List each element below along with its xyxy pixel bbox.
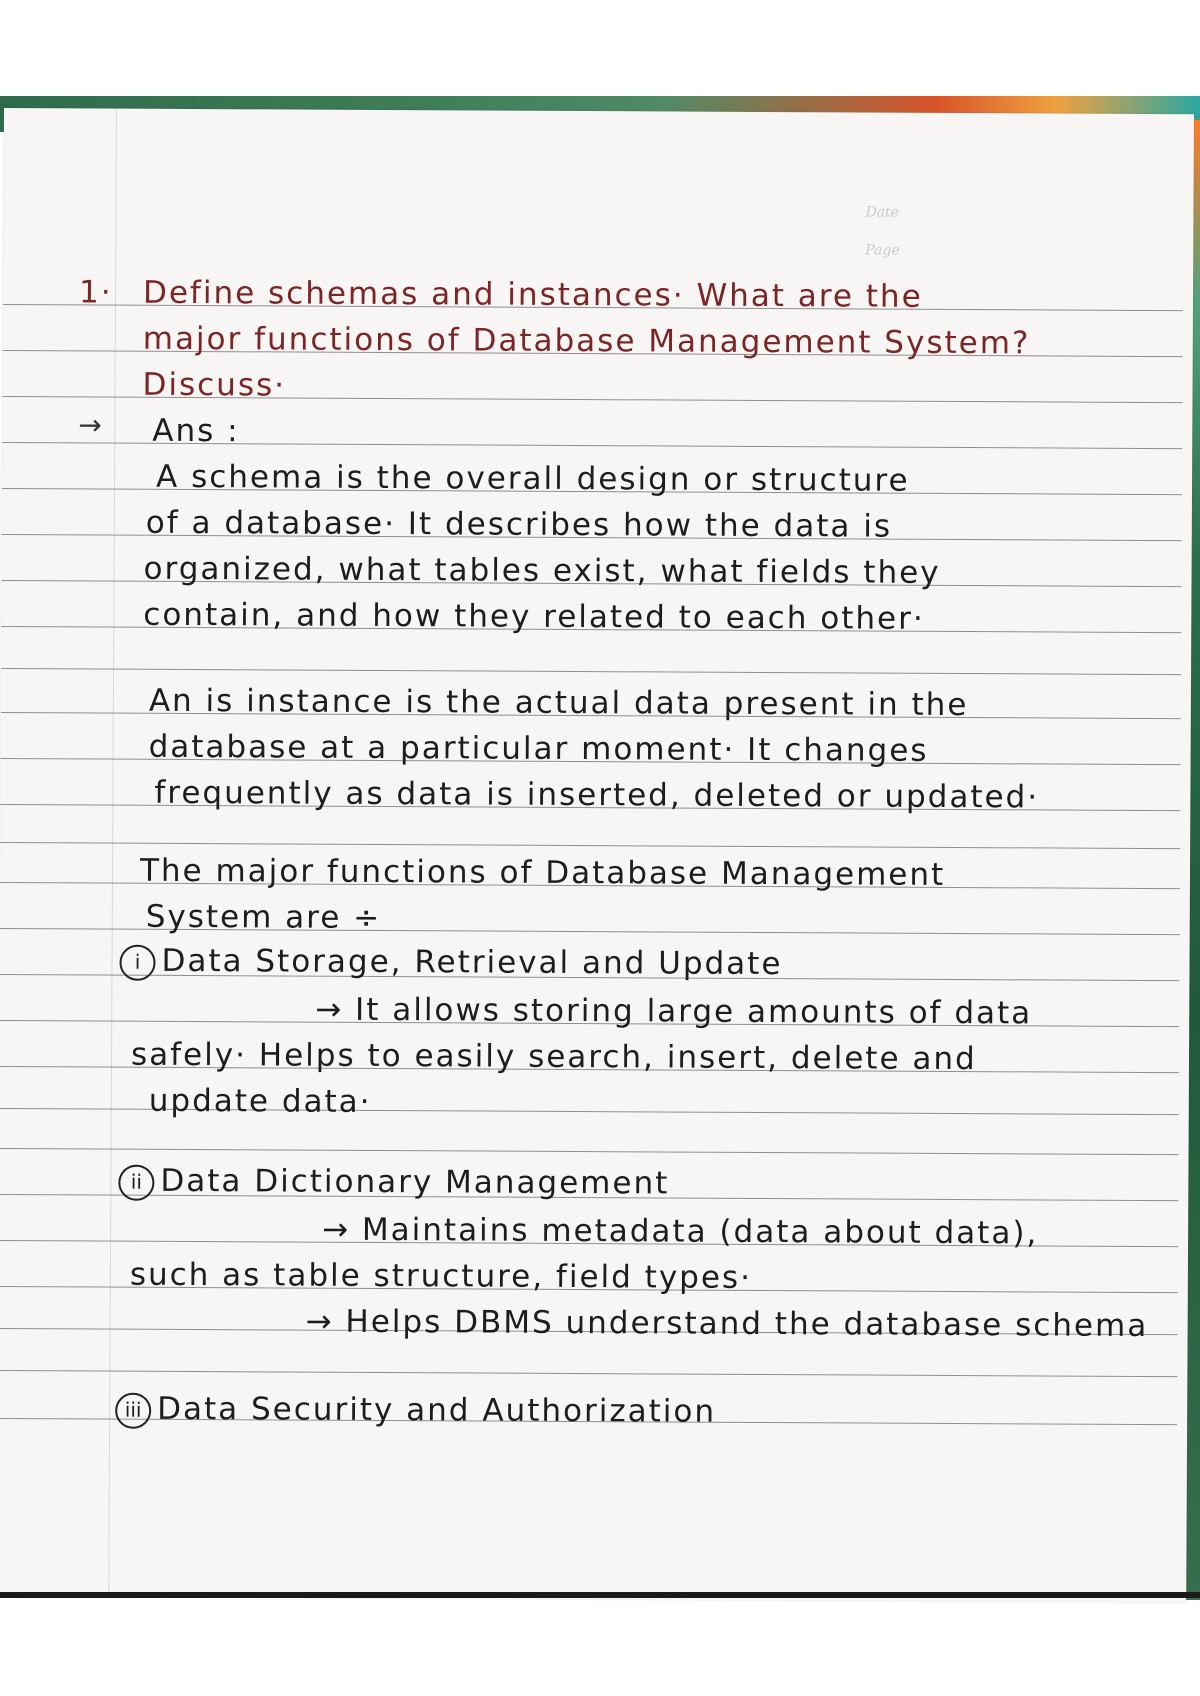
functions-intro-line: The major functions of Database Management <box>139 852 946 893</box>
rule-line <box>0 1148 1179 1155</box>
answer-label: Ans : <box>152 412 240 450</box>
item-detail-line: such as table structure, field types· <box>129 1256 753 1296</box>
rule-line <box>0 1370 1177 1377</box>
item-title-text: Data Security and Authorization <box>157 1390 717 1430</box>
function-item-title <box>118 1161 669 1204</box>
schema-line: organized, what tables exist, what fields they <box>143 550 941 591</box>
date-label: Date <box>865 204 899 221</box>
item-title-text: Data Dictionary Management <box>160 1162 670 1202</box>
item-title-text: Data Storage, Retrieval and Update <box>161 942 783 983</box>
instance-line: An is instance is the actual data present in the <box>148 682 969 724</box>
item-detail-line: → Maintains metadata (data about data), <box>322 1211 1039 1252</box>
item-detail-line: update data· <box>148 1082 372 1120</box>
instance-line: database at a particular moment· It changes <box>148 728 929 769</box>
page-label: Page <box>865 242 900 259</box>
question-line: Discuss· <box>142 366 287 404</box>
question-line: major functions of Database Management System? <box>142 320 1031 362</box>
question-line: Define schemas and instances· What are the <box>142 274 923 315</box>
question-number: 1· <box>78 274 113 311</box>
margin-line <box>108 109 117 1597</box>
functions-intro-line: System are ÷ <box>145 898 382 936</box>
item-number-badge: ii <box>118 1164 154 1200</box>
schema-line: A schema is the overall design or structure <box>155 458 910 499</box>
notebook-page <box>0 108 1194 1602</box>
item-detail-line: → Helps DBMS understand the database schema <box>305 1303 1149 1345</box>
schema-line: of a database· It describes how the data is <box>145 504 893 545</box>
item-detail-line: → It allows storing large amounts of data <box>315 991 1033 1032</box>
answer-arrow: → <box>78 408 102 442</box>
item-number-badge: i <box>119 944 155 980</box>
instance-line: frequently as data is inserted, deleted or updated· <box>154 774 1040 816</box>
function-item-title <box>115 1389 716 1432</box>
rule-line <box>1 668 1181 675</box>
rule-line <box>0 842 1180 849</box>
item-detail-line: safely· Helps to easily search, insert, delete and <box>130 1036 977 1078</box>
schema-line: contain, and how they related to each other· <box>143 596 925 637</box>
item-number-badge: iii <box>115 1392 151 1428</box>
function-item-title <box>119 941 782 984</box>
page-bottom-edge <box>0 1592 1200 1598</box>
